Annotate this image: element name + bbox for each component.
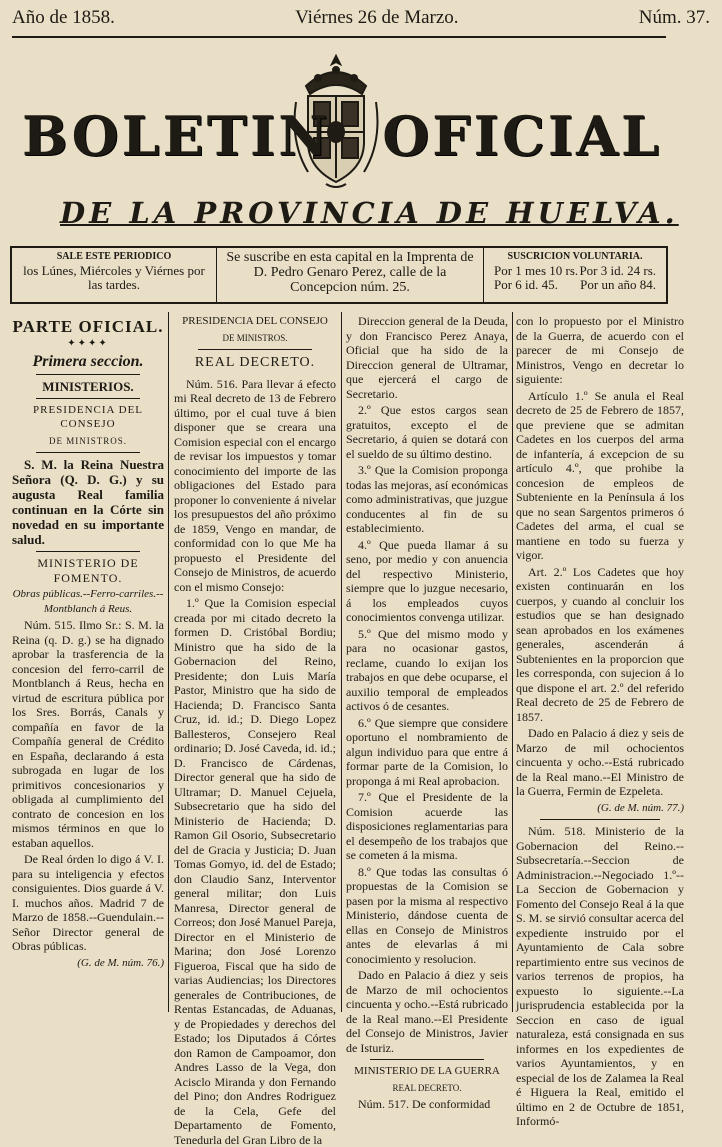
source-citation: (G. de M. núm. 76.) (77, 956, 164, 969)
ministerios-heading: MINISTERIOS. (42, 378, 134, 394)
article-516-members: 1.º Que la Comision especial creada por mi citado decreto la formen D. Cristóbal Bordiu; Ministro que ha sido de la Gobernacion del Reino, Presidente; don Luis María Pastor, Ministro que ha sido de Hacienda; D. Francisco Santa Cruz, id. id.; D. Diego Lopez Ballesteros, Consejero Real ordinario; D. José Caveda, id. id.; D. Francisco de Cárdenas, Director general que ha sido de Ultramar; D. Manuel Cejuela, Subsecretario que ha sido del Ministerio de Hacienda; D. Ramon Gil Osorio, Subsecretario del de Gracia y Justicia; D. Juan Tomas Gomyo, id. del de Estado; don Claudio Sanz, Interventor general militar; don Luis Manresa, Director general de Correos; don José Manuel Pareja, Director en el Ministerio de Marina; don José Lorenzo Figueroa, Fiscal que ha sido de varias Audiencias; los Directores generales de Contribuciones, de Rentas Estancadas, de Aduanas, y de Propiedades y derechos del Estado; los Diputados á Córtes don Ramon de Campoamor, don Andres Lasso de la Vega, don Acisclo Miranda y don Fernando del Pino; don Andres Rodriguez de la Cela, Gefe del Departamento de Fomento, Tenedurla del Gran Libro de la (174, 596, 336, 1147)
periodicity-head: SALE ESTE PERIODICO (56, 251, 172, 262)
column-divider (341, 312, 342, 1012)
article-518: Núm. 518. Ministerio de la Gobernacion del Reino.--Subsecretaría.--Seccion de Administracion.--Negociado 1.º--La Seccion de Gobernacion y Fomento del Consejo Real á la que S. M. se sirvió consultar acerca del expediente instruido por el Ayuntamiento de Cala sobre repartimiento entre sus vecinos de varios terrenos de propios, ha expuesto lo siguiente.--La jurisprudencia establecida por la Seccion en caso de igual naturaleza, está consignada en sus informes en los expedientes de varios Ayuntamientos, y en especial de los de Zalamea la Real é Higuera la Real, emitido el último en 2 de Octubre de 1851, Informó- (516, 824, 684, 1128)
column-2 (174, 314, 336, 1147)
parte-oficial-heading: PARTE OFICIAL. (12, 317, 164, 336)
primera-seccion-heading: Primera seccion. (32, 353, 144, 370)
masthead-title-left: BOLETIN (22, 104, 331, 168)
article-516-cont: Direccion general de la Deuda, y don Francisco Perez Anaya, Oficial que ha sido de la Direccion general de Ultramar, que ejercerá el cargo de Secretario. (346, 314, 508, 401)
subscription-place-cell (217, 248, 484, 302)
article-516: Núm. 516. Para llevar á efecto mi Real decreto de 13 de Febrero último, por el cual tuve á bien disponer que se creara una Comision especial con el encargo de revisar los impuestos y tomar conocimiento del importe de las obligaciones del Estado para proponer lo conveniente á nivelar los presupuestos del año próximo de 1859, Vengo en mandar, de conformidad con lo que Me ha propuesto el Presidente del Consejo de Ministros, de acuerdo con el mismo Consejo: (174, 376, 336, 594)
real-decreto-heading: REAL DECRETO. (194, 355, 316, 370)
de-ministros-heading: DE MINISTROS. (48, 435, 127, 446)
subscription-box (10, 246, 668, 304)
column-3 (346, 314, 508, 1111)
issue-date: Viérnes 26 de Marzo. (295, 7, 459, 28)
article-516-signature: Dado en Palacio á diez y seis de Marzo de mil ochocientos cincuenta y ocho.--Está rubricado de la Real mano.--El Presidente del Consejo de Ministros, Javier de Isturiz. (346, 968, 508, 1055)
section-rule (36, 551, 140, 552)
subscription-place-text: Se suscribe en esta capital en la Imprenta de D. Pedro Genaro Perez, calle de la Concepcion núm. 25. (226, 250, 474, 295)
real-decreto-heading: REAL DECRETO. (392, 1082, 462, 1093)
article-516-point-2: 2.º Que estos cargos sean gratuitos, excepto el de Secretario, á quien se dotará con el sueldo de su último destino. (346, 403, 508, 461)
obras-publicas-subheading: Obras públicas.--Ferro-carriles.--Montblanch á Reus. (12, 588, 164, 615)
masthead-title (22, 104, 662, 168)
article-517-cont: con lo propuesto por el Ministro de la Guerra, de acuerdo con el parecer de mi Consejo de Ministros, Vengo en decretar lo siguiente: (516, 314, 684, 386)
article-516-point-4: 4.º Que pueda llamar á su seno, por medio y con anuencia del respectivo Ministerio, siempre que lo juzgue necesario, á los empleados cuyos conocimientos convenga utilizar. (346, 537, 508, 624)
issue-year: Año de 1858. (12, 7, 115, 28)
source-citation: (G. de M. núm. 77.) (597, 801, 684, 814)
article-517-art-2: Art. 2.º Los Cadetes que hoy existen continuarán en los cuerpos, y cuando al concluir los estudios que se han designado sean aprobados en los exámenes generales, ascenderán á Subtenientes en la proporcion que les corresponda, con sujecion á lo que dispone el art. 2.º del referido Real decreto de 25 de Febrero de 1857. (516, 564, 684, 724)
section-rule (540, 819, 660, 820)
ornament: ✦✦✦✦ (67, 337, 109, 349)
rate-4: Por un año 84. (580, 277, 656, 292)
article-516-point-5: 5.º Que del mismo modo y para no ocasionar gastos, reclame, cuando lo exijan los trabajos en que debe ocuparse, el auxilio temporal de empleados activos ó de cesantes. (346, 626, 508, 713)
fomento-heading: MINISTERIO DE FOMENTO. (37, 556, 139, 585)
rate-3: Por 6 id. 45. (494, 277, 558, 292)
article-516-point-3: 3.º Que la Comision proponga todas las mejoras, así económicas como administrativas, que juzgue conducentes al fin de su establecimiento. (346, 463, 508, 535)
section-rule (36, 374, 140, 375)
header-rule (12, 36, 666, 38)
guerra-heading: MINISTERIO DE LA GUERRA (354, 1065, 500, 1077)
article-515-closing: De Real órden lo digo á V. I. para su inteligencia y efectos consiguientes. Dios guarde á V. I. muchos años. Madrid 7 de Marzo de 1858.--Guendulain.--Señor Director general de Obras públicas. (12, 852, 164, 953)
queen-health-notice: S. M. la Reina Nuestra Señora (Q. D. G.) y su augusta Real familia continuan en la Córte sin novedad en su importante salud. (12, 457, 164, 547)
masthead-subtitle: DE LA PROVINCIA DE HUELVA. (60, 196, 679, 230)
article-517-start: Núm. 517. De conformidad (358, 1097, 491, 1111)
article-516-point-7: 7.º Que el Presidente de la Comision acuerde las disposiciones reglamentarias para el desempeño de los trabajos que se cometen á la misma. (346, 790, 508, 862)
article-516-point-8: 8.º Que todas las consultas ó propuestas de la Comision se pasen por la misma al respectivo Ministerio, dándose cuenta de ellas en Consejo de Ministros antes de elevarlas á mi conocimiento y resolucion. (346, 864, 508, 966)
issue-header (12, 4, 710, 32)
column-1 (12, 314, 164, 1014)
column-divider (512, 312, 513, 1012)
article-516-point-6: 6.º Que siempre que considere oportuno el nombramiento de algun individuo para que entre á formar parte de la Comision, lo proponga á mi Real aprobacion. (346, 715, 508, 788)
masthead-title-right: OFICIAL (382, 104, 662, 168)
section-rule (370, 1059, 484, 1060)
voluntary-head: SUSCRICION VOLUNTARIA. (507, 251, 643, 262)
section-rule (36, 452, 140, 453)
rate-2: Por 3 id. 24 rs. (579, 263, 656, 278)
issue-number: Núm. 37. (638, 7, 710, 28)
subscription-rates-cell (484, 248, 666, 302)
presidencia-heading: PRESIDENCIA DEL CONSEJO (32, 403, 144, 430)
article-515: Núm. 515. Ilmo Sr.: S. M. la Reina (q. D. g.) se ha dignado aprobar la trasferencia de la concesion del ferro-carril de Montblanch á Reus, hecha en virtud de escritura pública por los Sres. Borrás, Canals y compañía en favor de la Compañía general de Crédito en España, declarando á esta subrogada en lugar de los primitivos concesionarios y obligada al cumplimiento del contrato de concesion en los mismos términos en que lo estaban aquellos. (12, 618, 164, 850)
section-rule (36, 398, 140, 399)
column-4 (516, 314, 684, 1128)
de-ministros-heading: DE MINISTROS. (222, 332, 288, 343)
article-517-art-1: Artículo 1.º Se anula el Real decreto de 25 de Febrero de 1857, que previene que se admitan Cadetes en los cuerpos del arma de infantería, á excepcion de su artículo 4.º, que prohibe la concesion de empleos de Subteniente en la Península á los que no sean Sargentos primeros ó Cadetes del arma, el cual se mantiene en todo su fuerza y vigor. (516, 388, 684, 562)
periodicity-text: los Lúnes, Miércoles y Viérnes por las tardes. (23, 263, 205, 292)
column-divider (168, 312, 169, 1012)
section-rule (198, 349, 312, 350)
presidencia-heading: PRESIDENCIA DEL CONSEJO (182, 315, 328, 327)
rate-1: Por 1 mes 10 rs. (494, 263, 579, 278)
periodicity-cell (12, 248, 217, 302)
article-517-signature: Dado en Palacio á diez y seis de Marzo de mil ochocientos cincuenta y ocho.--Está rubricado de la Real mano.--El Ministro de la Guerra, Fermin de Ezpeleta. (516, 726, 684, 798)
